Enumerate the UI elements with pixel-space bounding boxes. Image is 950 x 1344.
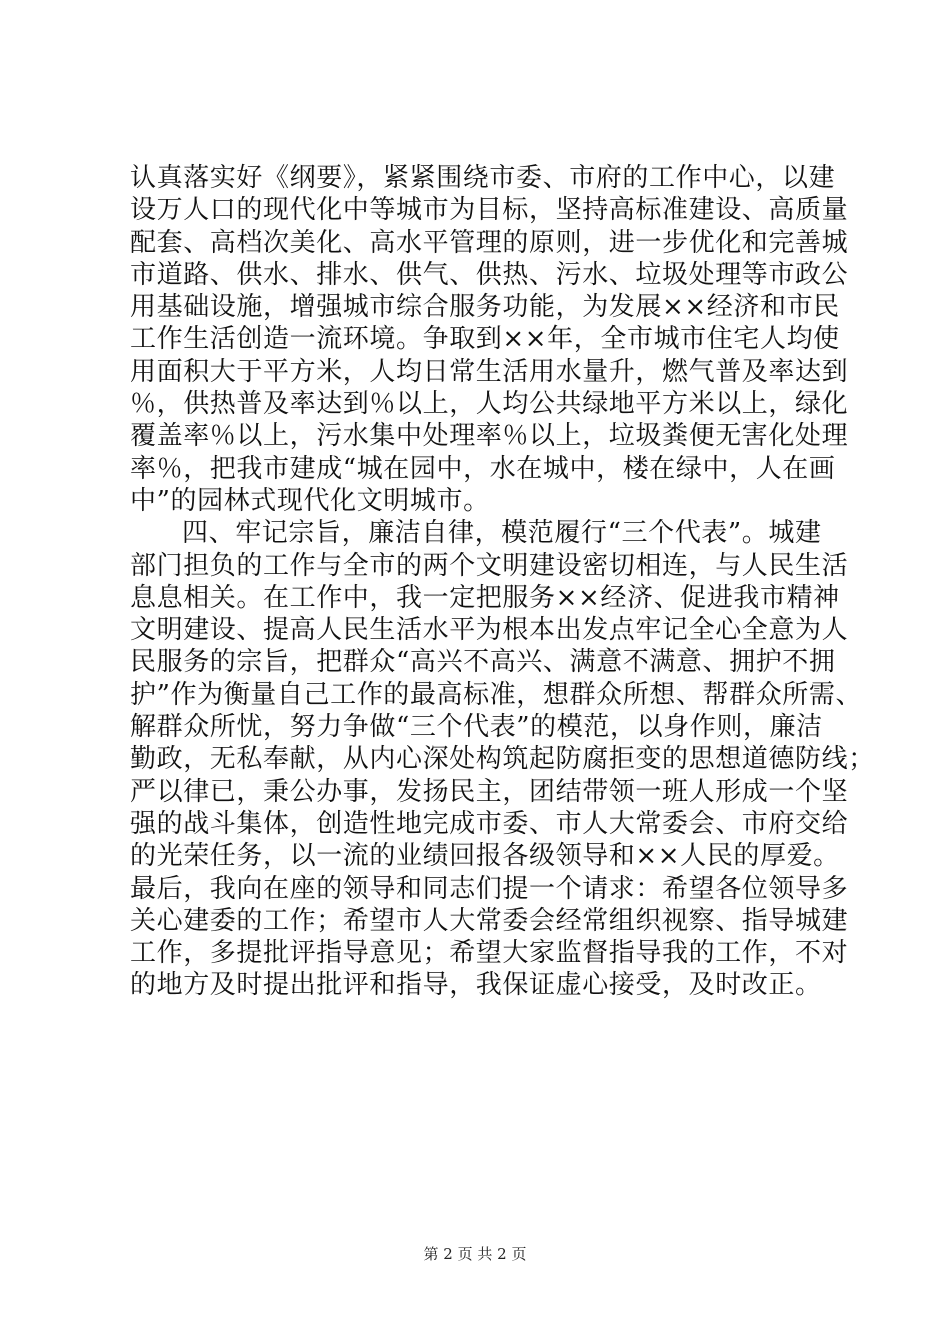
text-line: 工作，多提批评指导意见；希望大家监督指导我的工作，不对: [130, 938, 849, 969]
text-line: 解群众所忧，努力争做“三个代表”的模范，以身作则，廉洁: [130, 712, 823, 743]
document-body: [130, 162, 875, 1002]
page-number-footer: 第 2 页 共 2 页: [423, 1245, 527, 1263]
text-line: 用面积大于平方米，人均日常生活用水量升，燃气普及率达到: [130, 356, 849, 387]
text-line: 工作生活创造一流环境。争取到××年，全市城市住宅人均使: [130, 324, 840, 355]
text-line: 息息相关。在工作中，我一定把服务××经济、促进我市精神: [130, 582, 840, 613]
text-line: 用基础设施，增强城市综合服务功能，为发展××经济和市民: [130, 292, 840, 323]
text-line: 市道路、供水、排水、供气、供热、污水、垃圾处理等市政公: [130, 259, 849, 290]
text-line: 关心建委的工作；希望市人大常委会经常组织视察、指导城建: [130, 905, 849, 936]
text-line: 勤政，无私奉献，从内心深处构筑起防腐拒变的思想道德防线；: [130, 744, 875, 775]
text-line: 民服务的宗旨，把群众“高兴不高兴、满意不满意、拥护不拥: [130, 647, 836, 678]
text-line: 严以律已，秉公办事，发扬民主，团结带领一班人形成一个坚: [130, 776, 849, 807]
paragraph-start-line: 四、牢记宗旨，廉洁自律，模范履行“三个代表”。城建: [182, 518, 822, 549]
text-line: ％，供热普及率达到％以上，人均公共绿地平方米以上，绿化: [130, 389, 849, 420]
text-line: 率％，把我市建成“城在园中，水在城中，楼在绿中，人在画: [130, 453, 836, 484]
text-line: 强的战斗集体，创造性地完成市委、市人大常委会、市府交给: [130, 808, 849, 839]
text-line: 文明建设、提高人民生活水平为根本出发点牢记全心全意为人: [130, 615, 849, 646]
text-line: 设万人口的现代化中等城市为目标，坚持高标准建设、高质量: [130, 195, 849, 226]
text-line: 部门担负的工作与全市的两个文明建设密切相连，与人民生活: [130, 550, 849, 581]
text-line: 最后，我向在座的领导和同志们提一个请求：希望各位领导多: [130, 873, 849, 904]
text-line: 的地方及时提出批评和指导，我保证虚心接受，及时改正。: [130, 970, 822, 1001]
text-line: 认真落实好《纲要》，紧紧围绕市委、市府的工作中心，以建: [130, 163, 836, 193]
text-line: 中”的园林式现代化文明城市。: [130, 485, 490, 516]
text-line: 覆盖率％以上，污水集中处理率％以上，垃圾粪便无害化处理: [130, 421, 849, 452]
text-line: 配套、高档次美化、高水平管理的原则，进一步优化和完善城: [130, 227, 849, 258]
text-line: 的光荣任务，以一流的业绩回报各级领导和××人民的厚爱。: [130, 841, 840, 872]
text-line: 护”作为衡量自己工作的最高标准，想群众所想、帮群众所需、: [130, 679, 863, 710]
